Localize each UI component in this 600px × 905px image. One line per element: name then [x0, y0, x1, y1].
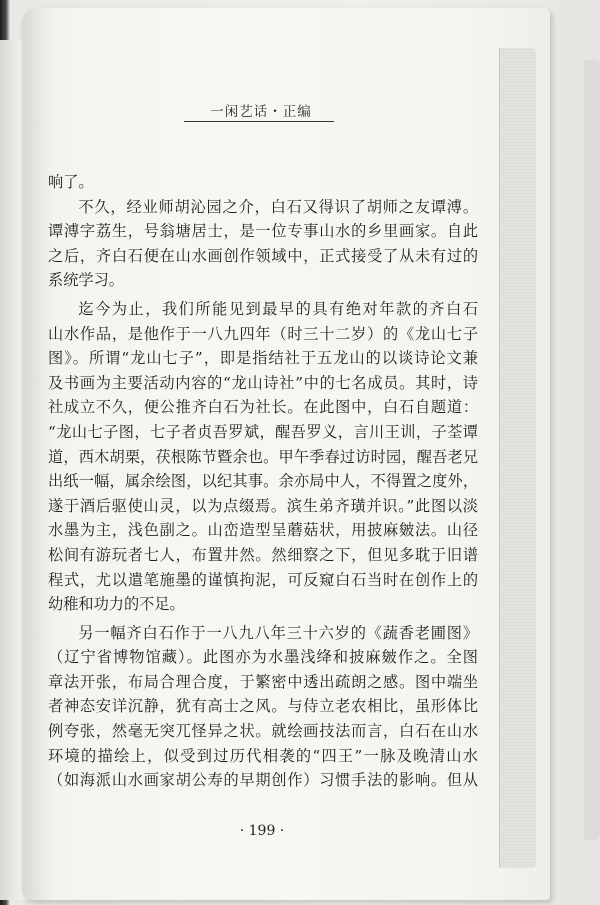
text-line: 之后，齐白石便在山水画创作领域中，正式接受了从未有过的 [48, 246, 478, 265]
body-text [48, 170, 478, 793]
text-line: 松间有游玩者七人，布置井然。然细察之下，但见多耽于旧谱 [48, 545, 478, 564]
text-line: （辽宁省博物馆藏）。此图亦为水墨浅绛和披麻皴作之。全图 [48, 648, 478, 667]
text-line: （如海派山水画家胡公寿的早期创作）习惯手法的影响。但从 [48, 771, 478, 790]
text-line: 者神态安详沉静，犹有高士之风。与侍立老农相比，虽形体比 [48, 697, 478, 716]
text-line: 章法开张，布局合理合度，于繁密中透出疏朗之感。图中端坐 [48, 672, 478, 691]
text-line: 遂于酒后驱使山灵，以为点缀焉。滨生弟齐璜并识。”此图以淡 [48, 496, 478, 515]
text-line: 迄今为止，我们所能见到最早的具有绝对年款的齐白石 [78, 299, 478, 318]
text-line: 图》。所谓“龙山七子”，即是指结社于五龙山的以谈诗论文兼 [48, 349, 478, 368]
text-line: 及书画为主要活动内容的“龙山诗社”中的七名成员。其时，诗 [48, 373, 478, 392]
text-line: 社成立不久，便公推齐白石为社长。在此图中，白石自题道： [48, 398, 478, 417]
running-header: 一闲艺话・正编 [210, 104, 312, 120]
text-line: 响了。 [48, 173, 94, 191]
text-line: 例夸张，然毫无突兀怪异之状。就绘画技法而言，白石在山水 [48, 722, 478, 741]
text-line: 谭溥字荔生，号翁塘居士，是一位专事山水的乡里画家。自此 [48, 222, 478, 241]
text-line: 不久，经业师胡沁园之介，白石又得识了胡师之友谭溥。 [78, 197, 478, 216]
text-line: 道，西木胡栗，茯根陈节暨余也。甲午季春过访时园，醒吾老兄 [48, 447, 478, 466]
text-line: “龙山七子图，七子者贞吾罗斌，醒吾罗义，言川王训，子荃谭 [48, 422, 478, 441]
text-line: 环境的描绘上，似受到过历代相袭的“四王”一脉及晚清山水 [48, 746, 478, 765]
text-line: 另一幅齐白石作于一八九八年三十六岁的《蔬香老圃图》 [78, 623, 478, 642]
page-number: · 199 · [239, 823, 285, 839]
text-line: 水墨为主，浅色副之。山峦造型呈蘑菇状，用披麻皴法。山径 [48, 521, 478, 540]
header-rule [184, 121, 334, 122]
page-edges [499, 48, 536, 868]
text-line: 出纸一幅，属余绘图，以纪其事。余亦局中人，不得置之度外， [48, 472, 478, 491]
page-stack-outer [584, 60, 600, 840]
text-line: 程式，尤以遣笔施墨的谨慎拘泥，可反窥白石当时在创作上的 [48, 570, 478, 589]
text-line: 山水作品，是他作于一八九四年（时三十二岁）的《龙山七子 [48, 324, 478, 343]
text-line: 幼稚和功力的不足。 [48, 595, 185, 614]
text-line: 系统学习。 [48, 271, 124, 290]
